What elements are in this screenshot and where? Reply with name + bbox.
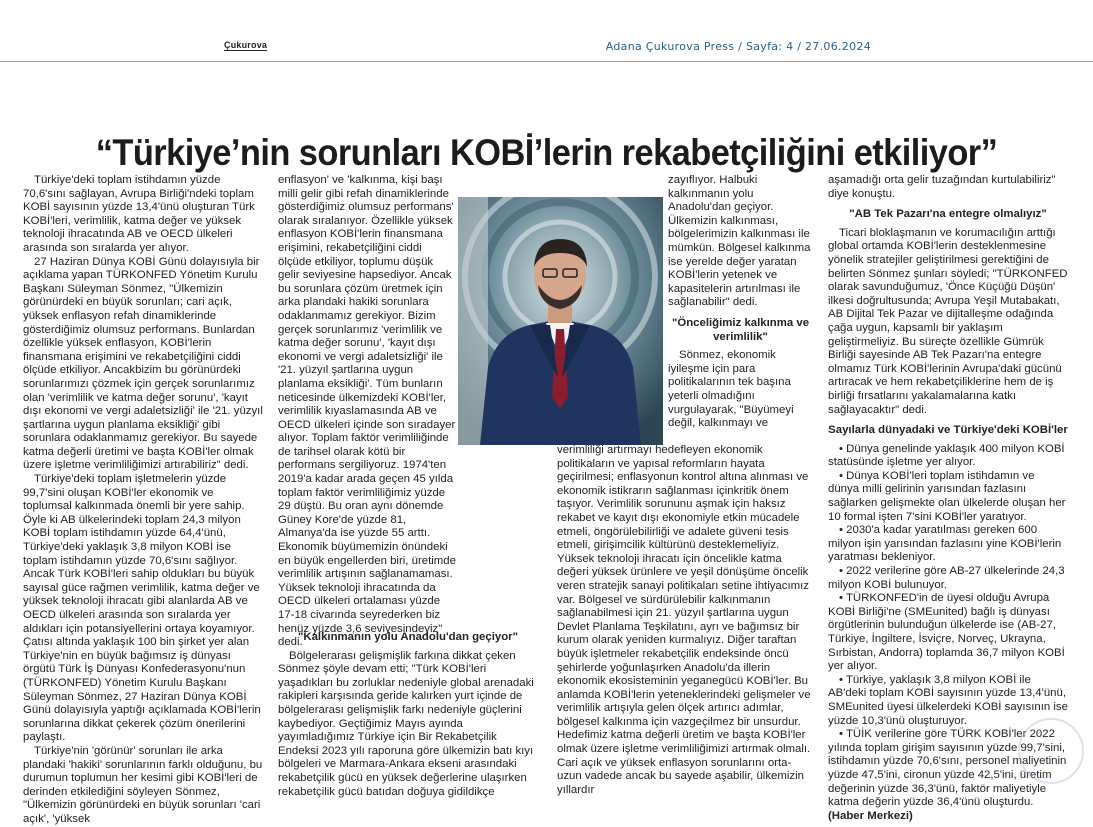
article-headline: “Türkiye’nin sorunları KOBİ’lerin rekabetçiliğini etkiliyor” xyxy=(95,132,998,173)
paragraph: Türkiye'deki toplam istihdamın yüzde 70,6'sını sağlayan, Avrupa Birliği'ndeki toplam KOBİ sayısının yüzde 13,4'ünü oluşturan Türk KOBİ'leri, verimlilik, katma değer ve yüksek teknoloji ihracatında AB ve OECD ülkeleri arasında son sıralarda yer alıyor. xyxy=(23,174,255,254)
portrait-photo xyxy=(458,197,663,445)
article-signature: (Haber Merkezi) xyxy=(828,809,913,822)
article-column-3-lower xyxy=(557,444,813,797)
subheading: "Önceliğimiz kalkınma ve verimlilik" xyxy=(671,316,810,343)
publication-meta: Adana Çukurova Press / Sayfa: 4 / 27.06.2024 xyxy=(605,40,871,53)
paragraph: Bölgelerarası gelişmişlik farkına dikkat çeken Sönmez şöyle devam etti; "Türk KOBİ'leri yaşadıkları bu zorluklar nedeniyle global arenadaki rakipleri karşısında geride kalırken yurt içinde de bölgelerarası gelişmişlik farkı nedeniyle güçlerini kaybediyor. Geçtiğimiz Mayıs ayında yayımladığımız Türkiye için Bir Rekabetçilik Endeksi 2023 yılı raporuna göre ülkemizin batı kıyı bölgeleri ve Marmara-Ankara ekseni arasındaki rekabetçilik gücü en yüksek değerlerine ulaşırken rekabetçilik gücü batıdan doğuya gidildikçe xyxy=(278,649,534,798)
portrait-illustration xyxy=(458,197,663,445)
list-item: • Dünya KOBİ'leri toplam istihdamın ve dünya milli gelirinin yarısından fazlasını sağlarken gelişmekte olan ülkelerde oluşan her 10 formal işten 7'sini KOBİ'ler yaratıyor. xyxy=(828,469,1066,523)
subheading: Sayılarla dünyadaki ve Türkiye'deki KOBİ'ler xyxy=(828,424,1068,437)
paragraph: Sönmez, ekonomik iyileşme için para politikalarının tek başına yeterli olmadığını vurgulayarak, "Büyümeyi değil, kalkınmayı ve xyxy=(668,349,794,430)
article-column-3 xyxy=(668,174,813,431)
paragraph: Türkiye'deki toplam işletmelerin yüzde 99,7'sini oluşan KOBİ'ler ekonomik ve toplumsal kalkınmada önemli bir yere sahip. Öyle ki AB ülkelerindeki toplam 24,3 milyon KOBİ toplam istihdamın yüzde 64,4'ünü, Türkiye'deki yaklaşık 3,8 milyon KOBİ ise toplam istihdamın yüzde 70,6'sını sağlıyor. Ancak Türk KOBİ'leri sahip oldukları bu büyük sayısal güce rağmen verimlilik, katma değer ve yüksek teknoloji ihracatı gibi alanlarda AB ve OECD ülkeleri arasında son sıralarda yer aldıkları için potansiyellerini ortaya koyamıyor. Çatısı altında yaklaşık 100 bin şirket yer alan Türkiye'nin en büyük bağımsız iş dünyası örgütü Türk İş Dünyası Konfederasyonu'nun (TÜRKONFED) Yönetim Kurulu Başkanı Süleyman Sönmez, 27 Haziran Dünya KOBİ Günü dolayısıyla yaptığı açıklamada KOBİ'lerin sorunlarına dikkat çekerek çözüm önerilerini paylaştı. xyxy=(23,473,261,744)
list-item: • Dünya genelinde yaklaşık 400 milyon KOBİ statüsünde işletme yer alıyor. xyxy=(828,442,1065,469)
watermark-stamp xyxy=(1018,718,1084,784)
page-header xyxy=(0,0,1093,62)
paragraph: zayıflıyor. Halbuki kalkınmanın yolu Anadolu'dan geçiyor. Ülkemizin kalkınması, bölgelerimizin kalkınması ile mümkün. Bölgesel kalkınma ise yerelde değer yaratan KOBİ'lerin yetenek ve kapasitelerin artırılması ile sağlanabilir" dedi. xyxy=(668,174,811,309)
paragraph: aşamadığı orta gelir tuzağından kurtulabiliriz" diye konuştu. xyxy=(828,174,1056,200)
list-item: • 2030'a kadar yaratılması gereken 600 milyon işin yarısından fazlasını yine KOBİ'lerin yaratması bekleniyor. xyxy=(828,524,1062,564)
subheading: "Kalkınmanın yolu Anadolu'dan geçiyor" xyxy=(297,631,519,643)
list-item: • Türkiye, yaklaşık 3,8 milyon KOBİ ile AB'deki toplam KOBİ sayısının yüzde 13,4'ünü, SMEunited üyesi ülkelerdeki KOBİ sayısının ise yüzde 10,3'ünü oluşturuyor. xyxy=(828,673,1068,727)
subheading: "AB Tek Pazarı'na entegre olmalıyız" xyxy=(849,208,1047,221)
article-column-1 xyxy=(23,174,263,827)
article-column-2 xyxy=(278,174,456,650)
paragraph: 27 Haziran Dünya KOBİ Günü dolayısıyla bir açıklama yapan TÜRKONFED Yönetim Kurulu Başkanı Süleyman Sönmez, "Ülkemizin görünürdeki en büyük sorunları; cari açık, yüksek enflasyon refah dinamiklerinde gösterdiğimiz olumsuz performans. Bunlardan özellikle yüksek enflasyon, KOBİ'lerin finansmana erişimini ve rekabetçiliğini ciddi ölçüde etkiliyor. Ancakbizim bu görünürdeki sorunlarımızı çözmek için gerçek sorunlarımız olan 'verimlilik ve katma değer sorunu', 'kayıt dışı ekonomi ve vergi adaletsizliği' ile '21. yüzyıl şartlarına uygun planlama eksikliği' gibi sorunlara odaklanmamız gerekiyor. Bu sayede katma değerli üretimi ve başta KOBİ'ler olmak üzere işletme verimliliğimizi artırabiliriz" dedi. xyxy=(23,255,263,472)
paragraph: Türkiye'nin 'görünür' sorunları ile arka plandaki 'hakiki' sorunlarının farklı olduğunu, bu durumun toplumun her kesimi gibi KOBİ'leri de derinden etkilediğini söyleyen Sönmez, "Ülkemizin görünürdeki en büyük sorunları 'cari açık', 'yüksek xyxy=(23,744,263,825)
list-item: • 2022 verilerine göre AB-27 ülkelerinde 24,3 milyon KOBİ bulunuyor. xyxy=(828,565,1065,591)
paragraph: verimliliği artırmayı hedefleyen ekonomik politikaların ve yapısal reformların hayata geçirilmesi; enflasyonun kontrol altına alınması ve ekonomik istikrarın sağlanması içinkritik önem taşıyor. Verimlilik sorununu aşmak için haksız rekabet ve kayıt dışı ekonomiyle etkin mücadele etmeli, öngörülebilirliği ve adalete güveni tesis etmeli, girişimcilik kültürünü desteklemeliyiz. Yüksek teknoloji ihracatı için öncelikle katma değeri yüksek ürünlere ve yeşil dönüşüme öncelik veren stratejik sanayi politikaları setine ihtiyacımız var. Bölgesel ve sürdürülebilir kalkınmanın sağlanabilmesi için 21. yüzyıl şartlarına uygun Devlet Planlama Teşkilatını, ayrı ve bağımsız bir kurum olarak yeniden kurmalıyız. Diğer taraftan büyük işletmeler rekabetçilik endeksinde öncü şehirlerde yoğunlaşırken Anadolu'da illerin ekonomik ekosisteminin yeganegücü KOBİ'ler. Bu anlamda KOBİ'lerin yeteneklerindeki gelişmeler ve verimlilik artışıyla gelen ölçek artırıcı adımlar, bölgesel kalkınma için vazgeçilmez bir unsurdur. Hedefimiz katma değerli üretim ve başta KOBİ'ler olmak üzere işletme verimliliğimizi artırmak olmalı. Cari açık ve yüksek enflasyon sorunlarını orta-uzun vadede ancak bu sayede aşabilir, ülkemizin yıllardır xyxy=(557,444,811,796)
paragraph: enflasyon' ve 'kalkınma, kişi başı milli gelir gibi refah dinamiklerinde gösterdiğimiz olumsuz performans' olarak sıralanıyor. Özellikle yüksek enflasyon KOBİ'lerin finansmana erişimini, rekabetçiliğini ciddi ölçüde etkiliyor, toplumu düşük gelir seviyesine hapsediyor. Ancak bu sorunlara çözüm üretmek için arka plandaki hakiki sorunlara odaklanmamız gerekiyor. Bizim gerçek sorunlarımız 'verimlilik ve katma değer sorunu', 'kayıt dışı ekonomi ve vergi adaletsizliği' ile '21. yüzyıl şartlarına uygun planlama eksikliği'. Tüm bunların neticesinde ülkemizdeki KOBİ'ler, verimlilik kıyaslamasında AB ve OECD ülkeleri içinde son sıradayer alıyor. Toplam faktör verimliliğinde de tarihsel olarak kötü bir performans sergiliyoruz. 1974'ten 2019'a kadar arada geçen 45 yılda toplam faktör verimliliğimiz yüzde 29 düştü. Bu oran aynı dönemde Güney Kore'de yüzde 81, Almanya'da ise yüzde 55 arttı. Ekonomik büyümemizin önündeki en büyük engellerden biri, üretimde verimlilik artışının sağlanamaması. Yüksek teknoloji ihracatında da OECD ülkeleri ortalaması yüzde 17-18 civarında seyrederken biz henüz yüzde 3,6 seviyesindeyiz" dedi. xyxy=(278,174,456,649)
list-item-text: • TÜİK verilerine göre TÜRK KOBİ'ler 2022 yılında toplam girişim sayısının yüzde 99,7'sini, istihdamın yüzde 70,6'sını, personel maliyetinin yüzde 47,5'ini, cironun yüzde 42,5'ini, üretim değerinin yüzde 36,3'ünü, faktör maliyetiyle katma değerin yüzde 36,4'ünü oluşturdu. xyxy=(828,728,1067,809)
paragraph: Ticari bloklaşmanın ve korumacılığın arttığı global ortamda KOBİ'lerin desteklenmesine yönelik stratejiler geliştirilmesi gerektiğini de belirten Sönmez şunları söyledi; "TÜRKONFED olarak savunduğumuz, 'Önce Küçüğü Düşün' ilkesi doğrultusunda; Avrupa Yeşil Mutabakatı, AB Dijital Tek Pazar ve dijitalleşme odağında çağa uygun, kapsamlı bir yaklaşım geliştirmeliyiz. Bu süreçte özellikle Gümrük Birliği sayesinde AB Tek Pazarı'na entegre olmamız Türk KOBİ'lerinin Avrupa'daki gücünü artıracak ve hem rekabetçiliklerine hem de iş birliği fırsatlarını yakalamalarına katkı sağlayacaktır" dedi. xyxy=(828,226,1068,416)
newspaper-logo: Çukurova xyxy=(224,40,268,50)
list-item: • TÜRKONFED'in de üyesi olduğu Avrupa KOBİ Birliği'ne (SMEunited) bağlı iş dünyası örgütlerinin bulunduğun ülkelerde ise (AB-27, Türkiye, İngiltere, İsviçre, Norveç, Ukrayna, Sırbistan, Andorra) toplamda 36,7 milyon KOBİ yer alıyor. xyxy=(828,592,1065,673)
article-column-2-lower xyxy=(278,624,538,799)
header-divider xyxy=(0,61,1093,62)
